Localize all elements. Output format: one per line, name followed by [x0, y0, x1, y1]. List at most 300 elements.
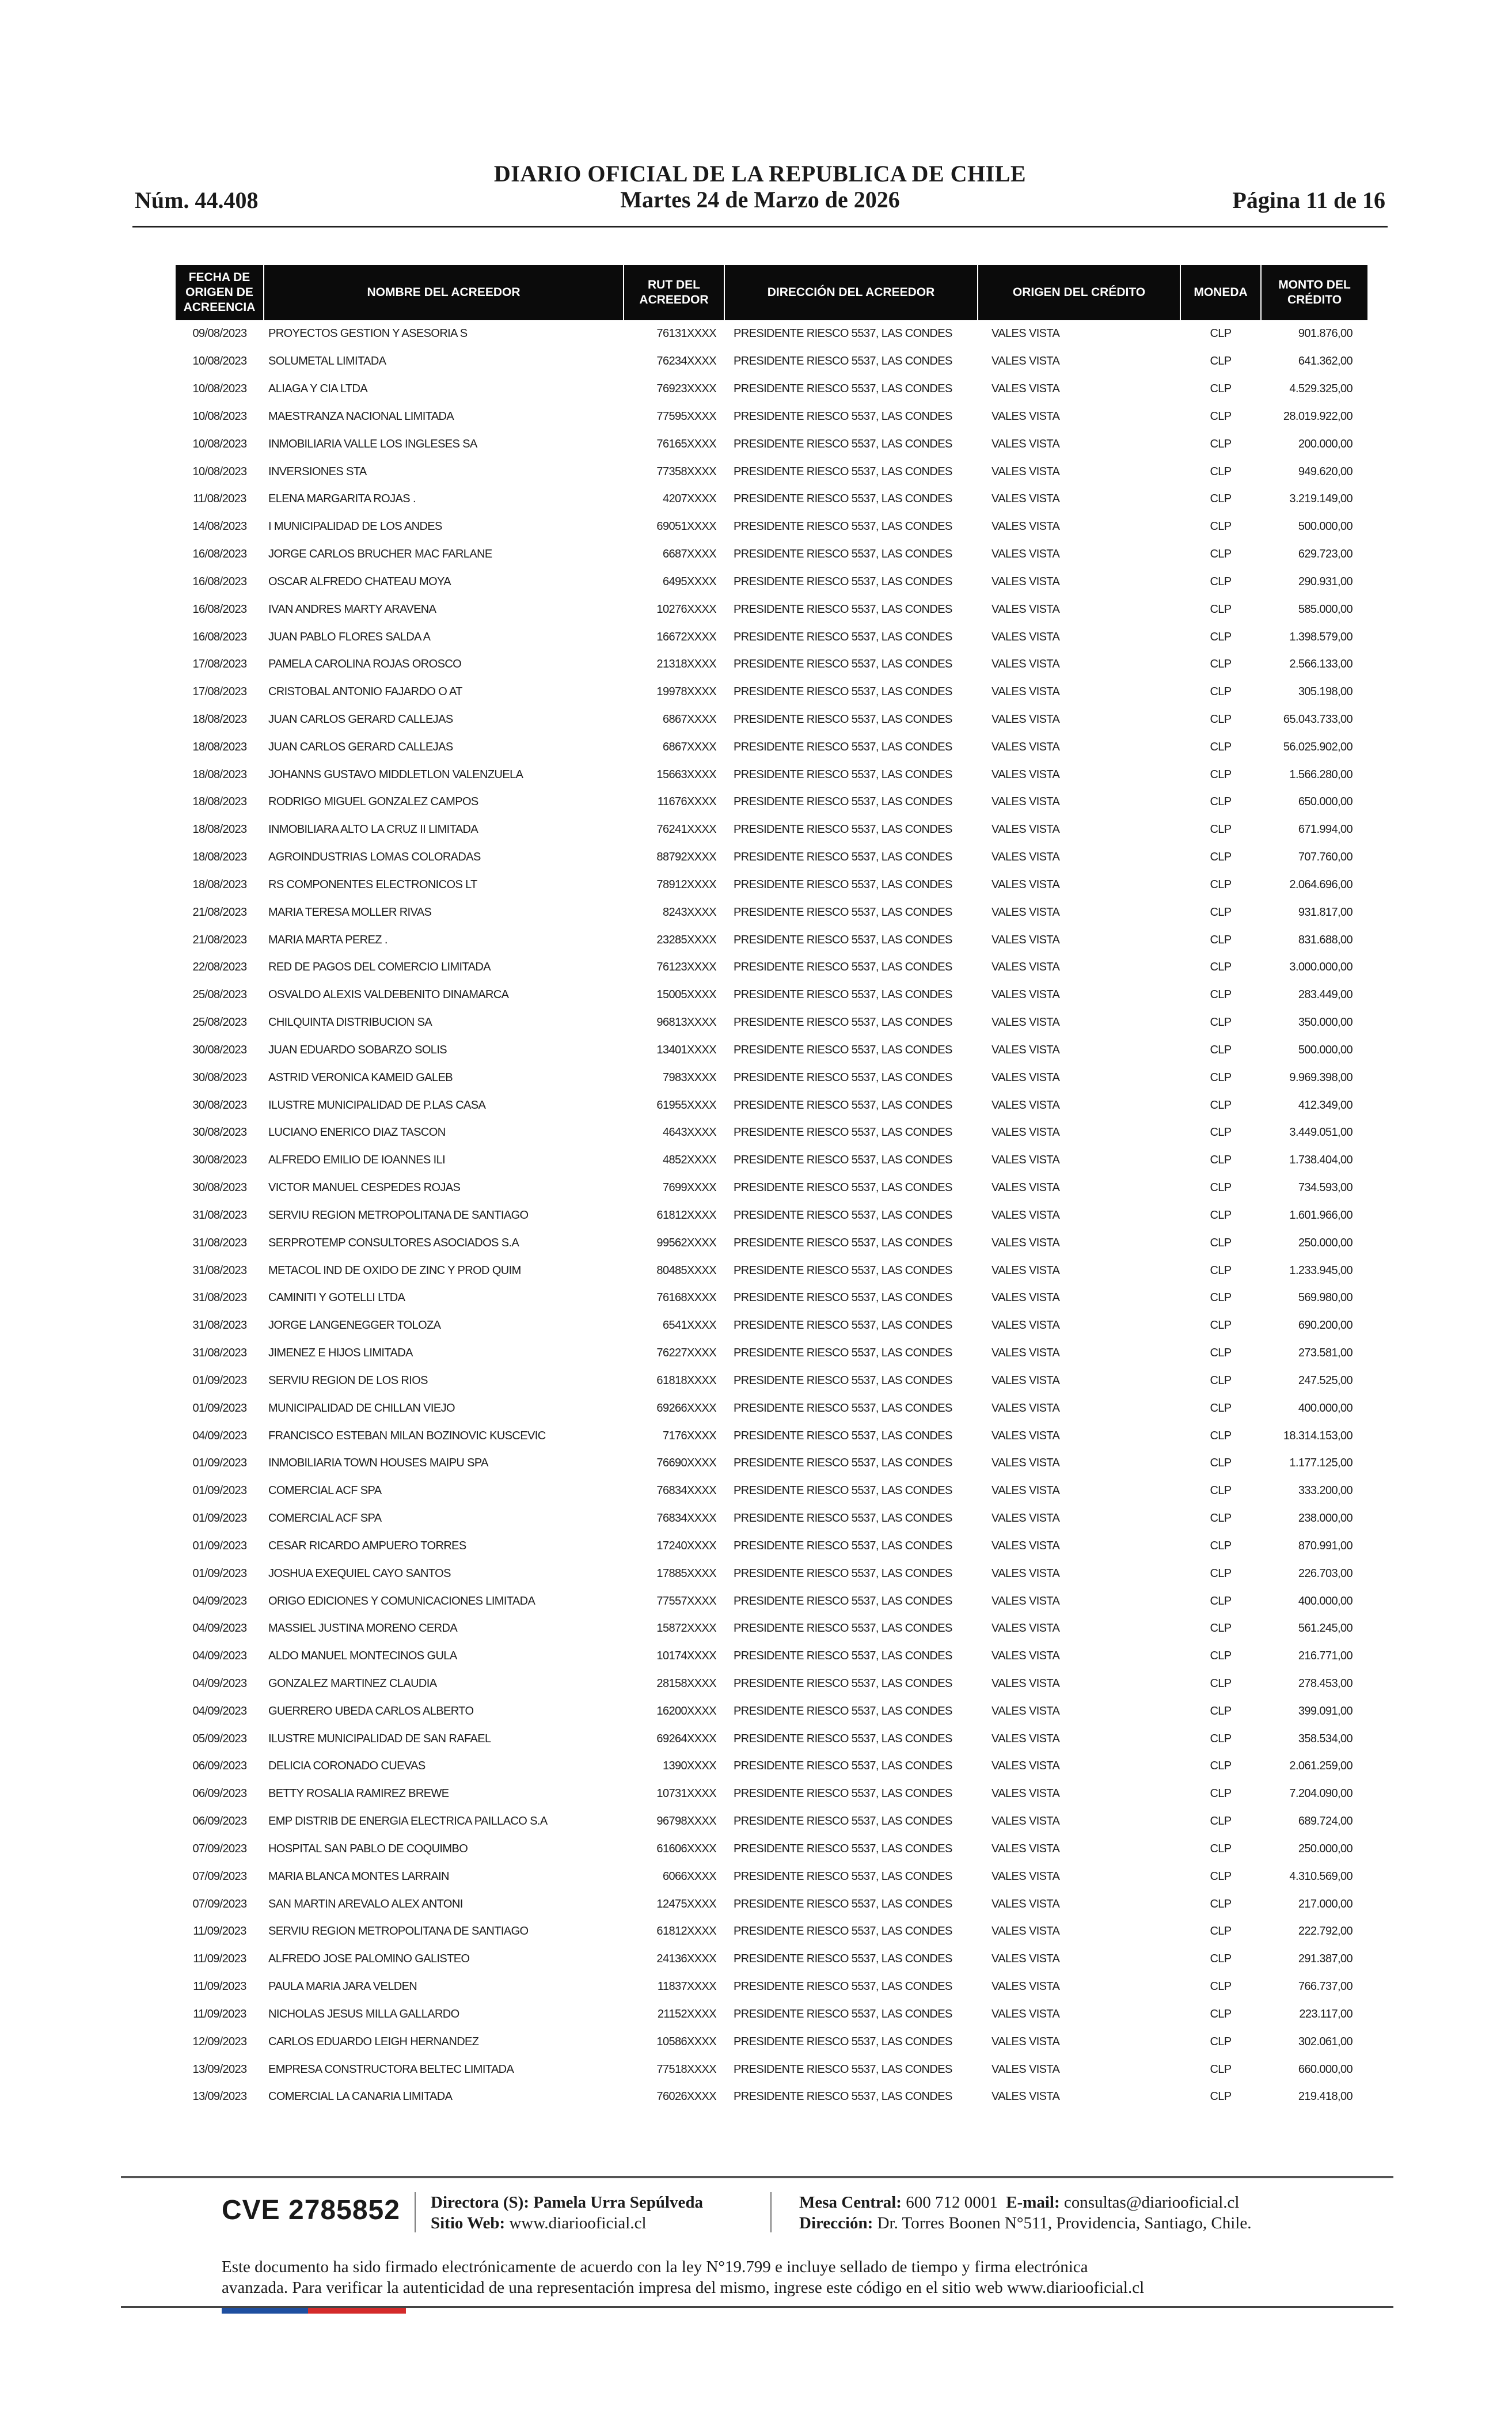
cell-date: 30/08/2023	[192, 1181, 247, 1195]
cell-currency: CLP	[1210, 410, 1232, 423]
cell-amount: 2.064.696,00	[1289, 878, 1353, 891]
cell-address: PRESIDENTE RIESCO 5537, LAS CONDES	[734, 1071, 952, 1084]
cell-amount: 629.723,00	[1298, 548, 1353, 561]
cell-rut: 76241XXXX	[656, 823, 716, 836]
cell-credit-origin: VALES VISTA	[991, 1622, 1060, 1635]
cell-amount: 238.000,00	[1298, 1512, 1353, 1525]
legal-line-1: Este documento ha sido firmado electrónicamente de acuerdo con la ley N°19.799 e incluye sellado de tiempo y firma electrónica	[222, 2258, 1088, 2276]
cell-amount: 412.349,00	[1298, 1098, 1353, 1112]
cell-credit-origin: VALES VISTA	[991, 768, 1060, 781]
cell-date: 30/08/2023	[192, 1071, 247, 1084]
cell-date: 04/09/2023	[192, 1677, 247, 1690]
cell-credit-origin: VALES VISTA	[991, 1374, 1060, 1387]
cell-date: 10/08/2023	[192, 437, 247, 450]
cell-currency: CLP	[1210, 988, 1232, 1002]
table-row	[176, 1587, 1367, 1615]
cell-rut: 19978XXXX	[656, 685, 716, 699]
cell-creditor-name: HOSPITAL SAN PABLO DE COQUIMBO	[268, 1842, 468, 1855]
phone-number: 600 712 0001	[906, 2193, 998, 2212]
cell-address: PRESIDENTE RIESCO 5537, LAS CONDES	[734, 437, 952, 450]
cell-amount: 250.000,00	[1298, 1842, 1353, 1855]
cell-date: 11/08/2023	[193, 492, 246, 506]
cell-creditor-name: JORGE CARLOS BRUCHER MAC FARLANE	[268, 548, 492, 561]
cell-credit-origin: VALES VISTA	[991, 1126, 1060, 1139]
cell-rut: 76026XXXX	[656, 2090, 716, 2103]
creditors-table	[176, 265, 1367, 2111]
cell-creditor-name: MASSIEL JUSTINA MORENO CERDA	[268, 1622, 458, 1635]
cell-address: PRESIDENTE RIESCO 5537, LAS CONDES	[734, 2062, 952, 2076]
cell-credit-origin: VALES VISTA	[991, 520, 1060, 533]
cell-rut: 16200XXXX	[656, 1704, 716, 1717]
cell-rut: 96798XXXX	[656, 1815, 716, 1828]
cell-currency: CLP	[1210, 520, 1232, 533]
cell-amount: 561.245,00	[1298, 1622, 1353, 1635]
cell-date: 31/08/2023	[192, 1347, 247, 1360]
cell-amount: 901.876,00	[1298, 327, 1353, 340]
cell-creditor-name: IVAN ANDRES MARTY ARAVENA	[268, 602, 436, 616]
cell-amount: 226.703,00	[1298, 1567, 1353, 1580]
cell-rut: 15005XXXX	[656, 988, 716, 1002]
table-row	[176, 1836, 1367, 1863]
cell-currency: CLP	[1210, 355, 1232, 368]
cell-currency: CLP	[1210, 1980, 1232, 1993]
cell-rut: 61955XXXX	[656, 1098, 716, 1112]
cell-rut: 76923XXXX	[656, 382, 716, 396]
cell-creditor-name: EMPRESA CONSTRUCTORA BELTEC LIMITADA	[268, 2062, 514, 2076]
cell-credit-origin: VALES VISTA	[991, 878, 1060, 891]
cell-credit-origin: VALES VISTA	[991, 1980, 1060, 1993]
cell-amount: 247.525,00	[1298, 1374, 1353, 1387]
cell-currency: CLP	[1210, 1208, 1232, 1222]
cell-credit-origin: VALES VISTA	[991, 2007, 1060, 2020]
cell-date: 05/09/2023	[192, 1732, 247, 1745]
cell-credit-origin: VALES VISTA	[991, 492, 1060, 506]
table-row	[176, 871, 1367, 899]
table-row	[176, 1202, 1367, 1230]
cell-date: 10/08/2023	[192, 410, 247, 423]
cell-credit-origin: VALES VISTA	[991, 1043, 1060, 1056]
cell-address: PRESIDENTE RIESCO 5537, LAS CONDES	[734, 1732, 952, 1745]
cell-date: 04/09/2023	[192, 1622, 247, 1635]
cell-amount: 56.025.902,00	[1283, 740, 1353, 753]
cell-address: PRESIDENTE RIESCO 5537, LAS CONDES	[734, 878, 952, 891]
cell-date: 04/09/2023	[192, 1429, 247, 1442]
cell-currency: CLP	[1210, 2035, 1232, 2048]
cell-address: PRESIDENTE RIESCO 5537, LAS CONDES	[734, 1319, 952, 1332]
cell-rut: 4852XXXX	[662, 1154, 716, 1167]
cell-address: PRESIDENTE RIESCO 5537, LAS CONDES	[734, 658, 952, 671]
cell-amount: 2.566.133,00	[1289, 658, 1353, 671]
col-header-amount: MONTO DEL CRÉDITO	[1261, 265, 1367, 320]
cell-address: PRESIDENTE RIESCO 5537, LAS CONDES	[734, 1760, 952, 1773]
cell-date: 09/08/2023	[192, 327, 247, 340]
cell-currency: CLP	[1210, 685, 1232, 699]
cell-amount: 671.994,00	[1298, 823, 1353, 836]
table-row	[176, 1257, 1367, 1284]
cell-date: 01/09/2023	[192, 1484, 247, 1497]
table-row	[176, 706, 1367, 734]
cell-creditor-name: AGROINDUSTRIAS LOMAS COLORADAS	[268, 851, 481, 864]
cell-creditor-name: MARIA BLANCA MONTES LARRAIN	[268, 1870, 449, 1883]
cell-address: PRESIDENTE RIESCO 5537, LAS CONDES	[734, 1512, 952, 1525]
cell-address: PRESIDENTE RIESCO 5537, LAS CONDES	[734, 1291, 952, 1305]
cell-address: PRESIDENTE RIESCO 5537, LAS CONDES	[734, 1208, 952, 1222]
cell-date: 12/09/2023	[192, 2035, 247, 2048]
cell-date: 30/08/2023	[192, 1098, 247, 1112]
table-row	[176, 651, 1367, 678]
cell-rut: 76834XXXX	[656, 1512, 716, 1525]
cell-address: PRESIDENTE RIESCO 5537, LAS CONDES	[734, 1897, 952, 1910]
cell-date: 30/08/2023	[192, 1154, 247, 1167]
cell-amount: 278.453,00	[1298, 1677, 1353, 1690]
cell-credit-origin: VALES VISTA	[991, 1650, 1060, 1663]
cell-address: PRESIDENTE RIESCO 5537, LAS CONDES	[734, 1236, 952, 1249]
cell-creditor-name: RS COMPONENTES ELECTRONICOS LT	[268, 878, 477, 891]
cell-amount: 219.418,00	[1298, 2090, 1353, 2103]
table-row	[176, 541, 1367, 568]
cell-currency: CLP	[1210, 1925, 1232, 1938]
cell-rut: 80485XXXX	[656, 1264, 716, 1277]
cell-rut: 4643XXXX	[662, 1126, 716, 1139]
cell-creditor-name: JORGE LANGENEGGER TOLOZA	[268, 1319, 441, 1332]
footer-separator	[415, 2192, 416, 2232]
cell-rut: 21152XXXX	[657, 2007, 716, 2020]
cell-rut: 77595XXXX	[656, 410, 716, 423]
cell-credit-origin: VALES VISTA	[991, 1567, 1060, 1580]
cell-credit-origin: VALES VISTA	[991, 1181, 1060, 1195]
cell-address: PRESIDENTE RIESCO 5537, LAS CONDES	[734, 602, 952, 616]
cell-currency: CLP	[1210, 1016, 1232, 1029]
cell-currency: CLP	[1210, 1043, 1232, 1056]
cell-address: PRESIDENTE RIESCO 5537, LAS CONDES	[734, 1650, 952, 1663]
cell-creditor-name: MARIA MARTA PEREZ .	[268, 933, 388, 946]
cell-rut: 6867XXXX	[662, 740, 716, 753]
cell-date: 13/09/2023	[192, 2062, 247, 2076]
cell-date: 16/08/2023	[192, 575, 247, 588]
cell-creditor-name: OSVALDO ALEXIS VALDEBENITO DINAMARCA	[268, 988, 509, 1002]
cell-address: PRESIDENTE RIESCO 5537, LAS CONDES	[734, 548, 952, 561]
cell-currency: CLP	[1210, 492, 1232, 506]
cell-date: 01/09/2023	[192, 1374, 247, 1387]
cell-address: PRESIDENTE RIESCO 5537, LAS CONDES	[734, 740, 952, 753]
cell-creditor-name: SERVIU REGION METROPOLITANA DE SANTIAGO	[268, 1208, 529, 1222]
cell-date: 01/09/2023	[192, 1457, 247, 1470]
table-row	[176, 1229, 1367, 1257]
table-row	[176, 1863, 1367, 1890]
cell-address: PRESIDENTE RIESCO 5537, LAS CONDES	[734, 1457, 952, 1470]
cell-amount: 1.738.404,00	[1289, 1154, 1353, 1167]
cell-rut: 77557XXXX	[656, 1594, 716, 1607]
cell-date: 25/08/2023	[192, 1016, 247, 1029]
cell-creditor-name: ILUSTRE MUNICIPALIDAD DE P.LAS CASA	[268, 1098, 486, 1112]
cell-address: PRESIDENTE RIESCO 5537, LAS CONDES	[734, 630, 952, 643]
paper-title: DIARIO OFICIAL DE LA REPUBLICA DE CHILE	[493, 161, 1027, 187]
cell-amount: 569.980,00	[1298, 1291, 1353, 1305]
cell-credit-origin: VALES VISTA	[991, 1870, 1060, 1883]
cell-amount: 1.233.945,00	[1289, 1264, 1353, 1277]
cell-amount: 707.760,00	[1298, 851, 1353, 864]
cell-currency: CLP	[1210, 1374, 1232, 1387]
table-row	[176, 568, 1367, 596]
cell-date: 25/08/2023	[192, 988, 247, 1002]
cell-amount: 1.566.280,00	[1289, 768, 1353, 781]
col-header-rut: RUT DEL ACREEDOR	[624, 265, 724, 320]
table-row	[176, 1918, 1367, 1946]
cell-creditor-name: SERVIU REGION DE LOS RIOS	[268, 1374, 428, 1387]
cell-credit-origin: VALES VISTA	[991, 851, 1060, 864]
cell-rut: 11837XXXX	[657, 1980, 716, 1993]
cell-currency: CLP	[1210, 1815, 1232, 1828]
email-link[interactable]: consultas@diariooficial.cl	[1063, 2193, 1240, 2212]
cell-credit-origin: VALES VISTA	[991, 933, 1060, 946]
cell-credit-origin: VALES VISTA	[991, 988, 1060, 1002]
cell-creditor-name: INMOBILIARA ALTO LA CRUZ II LIMITADA	[268, 823, 478, 836]
table-row	[176, 1174, 1367, 1202]
cell-creditor-name: ALIAGA Y CIA LTDA	[268, 382, 368, 396]
cell-address: PRESIDENTE RIESCO 5537, LAS CONDES	[734, 1567, 952, 1580]
issue-number: Núm. 44.408	[135, 187, 259, 213]
website-link[interactable]: www.diariooficial.cl	[509, 2214, 647, 2232]
cell-currency: CLP	[1210, 1842, 1232, 1855]
cell-currency: CLP	[1210, 1401, 1232, 1415]
cell-date: 21/08/2023	[192, 905, 247, 919]
cell-date: 17/08/2023	[192, 658, 247, 671]
cell-date: 31/08/2023	[192, 1291, 247, 1305]
cell-currency: CLP	[1210, 1264, 1232, 1277]
cell-credit-origin: VALES VISTA	[991, 1098, 1060, 1112]
cell-currency: CLP	[1210, 1484, 1232, 1497]
table-row	[176, 1973, 1367, 2001]
cell-rut: 6066XXXX	[662, 1870, 716, 1883]
cell-date: 18/08/2023	[192, 851, 247, 864]
cell-creditor-name: NICHOLAS JESUS MILLA GALLARDO	[268, 2007, 459, 2020]
cell-date: 18/08/2023	[192, 768, 247, 781]
cell-address: PRESIDENTE RIESCO 5537, LAS CONDES	[734, 1154, 952, 1167]
cell-address: PRESIDENTE RIESCO 5537, LAS CONDES	[734, 1374, 952, 1387]
cell-creditor-name: CRISTOBAL ANTONIO FAJARDO O AT	[268, 685, 462, 699]
cell-creditor-name: ILUSTRE MUNICIPALIDAD DE SAN RAFAEL	[268, 1732, 491, 1745]
cell-creditor-name: JUAN CARLOS GERARD CALLEJAS	[268, 740, 453, 753]
cell-amount: 766.737,00	[1298, 1980, 1353, 1993]
cell-credit-origin: VALES VISTA	[991, 1787, 1060, 1800]
cell-currency: CLP	[1210, 1154, 1232, 1167]
cell-amount: 333.200,00	[1298, 1484, 1353, 1497]
cell-rut: 6687XXXX	[662, 548, 716, 561]
cell-amount: 831.688,00	[1298, 933, 1353, 946]
table-body	[176, 320, 1367, 2111]
cell-credit-origin: VALES VISTA	[991, 1319, 1060, 1332]
cell-credit-origin: VALES VISTA	[991, 465, 1060, 478]
cell-rut: 77358XXXX	[656, 465, 716, 478]
cell-amount: 734.593,00	[1298, 1181, 1353, 1195]
cell-currency: CLP	[1210, 1457, 1232, 1470]
cell-credit-origin: VALES VISTA	[991, 2035, 1060, 2048]
cell-amount: 500.000,00	[1298, 1043, 1353, 1056]
table-row	[176, 2028, 1367, 2056]
address-label: Dirección:	[799, 2214, 873, 2232]
cell-credit-origin: VALES VISTA	[991, 1429, 1060, 1442]
cell-currency: CLP	[1210, 1787, 1232, 1800]
cell-amount: 3.000.000,00	[1289, 961, 1353, 974]
flag-stripe-red	[308, 2308, 406, 2314]
table-row	[176, 596, 1367, 623]
cell-date: 01/09/2023	[192, 1539, 247, 1552]
table-row	[176, 678, 1367, 706]
table-row	[176, 1450, 1367, 1477]
cell-creditor-name: ORIGO EDICIONES Y COMUNICACIONES LIMITADA	[268, 1594, 535, 1607]
cell-amount: 949.620,00	[1298, 465, 1353, 478]
cell-address: PRESIDENTE RIESCO 5537, LAS CONDES	[734, 1594, 952, 1607]
cell-address: PRESIDENTE RIESCO 5537, LAS CONDES	[734, 1704, 952, 1717]
col-header-date: FECHA DE ORIGEN DE ACREENCIA	[176, 265, 264, 320]
cell-rut: 8243XXXX	[662, 905, 716, 919]
cell-currency: CLP	[1210, 1760, 1232, 1773]
cell-credit-origin: VALES VISTA	[991, 905, 1060, 919]
cell-rut: 7699XXXX	[662, 1181, 716, 1195]
cell-credit-origin: VALES VISTA	[991, 795, 1060, 809]
cell-creditor-name: RODRIGO MIGUEL GONZALEZ CAMPOS	[268, 795, 478, 809]
cell-address: PRESIDENTE RIESCO 5537, LAS CONDES	[734, 327, 952, 340]
cell-creditor-name: CAMINITI Y GOTELLI LTDA	[268, 1291, 405, 1305]
cell-currency: CLP	[1210, 1539, 1232, 1552]
cell-credit-origin: VALES VISTA	[991, 1401, 1060, 1415]
cell-currency: CLP	[1210, 1952, 1232, 1966]
cell-creditor-name: ALFREDO EMILIO DE IOANNES ILI	[268, 1154, 446, 1167]
cell-address: PRESIDENTE RIESCO 5537, LAS CONDES	[734, 1098, 952, 1112]
cell-amount: 358.534,00	[1298, 1732, 1353, 1745]
cell-date: 31/08/2023	[192, 1319, 247, 1332]
cell-rut: 76690XXXX	[656, 1457, 716, 1470]
cell-amount: 222.792,00	[1298, 1925, 1353, 1938]
cell-amount: 660.000,00	[1298, 2062, 1353, 2076]
cell-rut: 69051XXXX	[656, 520, 716, 533]
table-row	[176, 2001, 1367, 2029]
cell-currency: CLP	[1210, 905, 1232, 919]
cell-creditor-name: INVERSIONES STA	[268, 465, 367, 478]
cell-date: 14/08/2023	[192, 520, 247, 533]
cell-address: PRESIDENTE RIESCO 5537, LAS CONDES	[734, 905, 952, 919]
cell-creditor-name: ASTRID VERONICA KAMEID GALEB	[268, 1071, 453, 1084]
cell-rut: 10731XXXX	[656, 1787, 716, 1800]
cell-credit-origin: VALES VISTA	[991, 1539, 1060, 1552]
cell-amount: 690.200,00	[1298, 1319, 1353, 1332]
cell-address: PRESIDENTE RIESCO 5537, LAS CONDES	[734, 713, 952, 726]
cell-date: 18/08/2023	[192, 713, 247, 726]
cell-creditor-name: COMERCIAL ACF SPA	[268, 1512, 382, 1525]
cell-address: PRESIDENTE RIESCO 5537, LAS CONDES	[734, 1016, 952, 1029]
contact-line	[799, 2192, 1251, 2213]
cell-credit-origin: VALES VISTA	[991, 2090, 1060, 2103]
cell-address: PRESIDENTE RIESCO 5537, LAS CONDES	[734, 575, 952, 588]
page-number: Página 11 de 16	[1232, 187, 1385, 213]
cell-creditor-name: CESAR RICARDO AMPUERO TORRES	[268, 1539, 466, 1552]
issue-date: Martes 24 de Marzo de 2026	[620, 187, 900, 213]
cell-date: 07/09/2023	[192, 1870, 247, 1883]
cell-address: PRESIDENTE RIESCO 5537, LAS CONDES	[734, 933, 952, 946]
cell-currency: CLP	[1210, 548, 1232, 561]
cell-rut: 61818XXXX	[656, 1374, 716, 1387]
page-header	[132, 156, 1388, 225]
cell-date: 16/08/2023	[192, 602, 247, 616]
cell-address: PRESIDENTE RIESCO 5537, LAS CONDES	[734, 520, 952, 533]
cell-rut: 78912XXXX	[656, 878, 716, 891]
cell-currency: CLP	[1210, 795, 1232, 809]
footer-separator	[770, 2192, 772, 2232]
cell-rut: 10276XXXX	[656, 602, 716, 616]
cell-amount: 4.310.569,00	[1289, 1870, 1353, 1883]
cell-amount: 273.581,00	[1298, 1347, 1353, 1360]
table-row	[176, 1946, 1367, 1973]
cell-amount: 3.449.051,00	[1289, 1126, 1353, 1139]
cell-date: 11/09/2023	[193, 2007, 246, 2020]
cell-creditor-name: JIMENEZ E HIJOS LIMITADA	[268, 1347, 413, 1360]
table-row	[176, 733, 1367, 761]
cell-currency: CLP	[1210, 1347, 1232, 1360]
cell-creditor-name: SAN MARTIN AREVALO ALEX ANTONI	[268, 1897, 463, 1910]
cell-amount: 350.000,00	[1298, 1016, 1353, 1029]
cell-date: 01/09/2023	[192, 1401, 247, 1415]
cell-credit-origin: VALES VISTA	[991, 1264, 1060, 1277]
cell-date: 11/09/2023	[193, 1980, 246, 1993]
table-row	[176, 1064, 1367, 1091]
cell-credit-origin: VALES VISTA	[991, 1154, 1060, 1167]
cell-rut: 16672XXXX	[656, 630, 716, 643]
cell-rut: 12475XXXX	[656, 1897, 716, 1910]
website-label: Sitio Web:	[431, 2214, 506, 2232]
cell-date: 31/08/2023	[192, 1236, 247, 1249]
cell-credit-origin: VALES VISTA	[991, 1677, 1060, 1690]
cell-amount: 931.817,00	[1298, 905, 1353, 919]
website-line	[431, 2213, 703, 2234]
cell-currency: CLP	[1210, 1704, 1232, 1717]
cell-credit-origin: VALES VISTA	[991, 1016, 1060, 1029]
cell-credit-origin: VALES VISTA	[991, 1236, 1060, 1249]
table-row	[176, 348, 1367, 376]
cell-address: PRESIDENTE RIESCO 5537, LAS CONDES	[734, 795, 952, 809]
legal-notice	[222, 2257, 1316, 2298]
cell-currency: CLP	[1210, 1897, 1232, 1910]
cell-date: 31/08/2023	[192, 1264, 247, 1277]
email-label: E-mail:	[1006, 2193, 1060, 2212]
cell-address: PRESIDENTE RIESCO 5537, LAS CONDES	[734, 382, 952, 396]
cell-rut: 7983XXXX	[662, 1071, 716, 1084]
cell-currency: CLP	[1210, 713, 1232, 726]
cell-address: PRESIDENTE RIESCO 5537, LAS CONDES	[734, 768, 952, 781]
cell-credit-origin: VALES VISTA	[991, 1760, 1060, 1773]
cell-creditor-name: LUCIANO ENERICO DIAZ TASCON	[268, 1126, 446, 1139]
cell-currency: CLP	[1210, 382, 1232, 396]
footer-director-block	[431, 2192, 703, 2234]
cell-credit-origin: VALES VISTA	[991, 1704, 1060, 1717]
cell-amount: 250.000,00	[1298, 1236, 1353, 1249]
cell-rut: 21318XXXX	[656, 658, 716, 671]
cell-amount: 500.000,00	[1298, 520, 1353, 533]
cell-date: 13/09/2023	[192, 2090, 247, 2103]
cell-address: PRESIDENTE RIESCO 5537, LAS CONDES	[734, 1429, 952, 1442]
cell-address: PRESIDENTE RIESCO 5537, LAS CONDES	[734, 1484, 952, 1497]
cell-amount: 2.061.259,00	[1289, 1760, 1353, 1773]
cell-currency: CLP	[1210, 1098, 1232, 1112]
cell-amount: 641.362,00	[1298, 355, 1353, 368]
cell-rut: 15663XXXX	[656, 768, 716, 781]
cell-date: 06/09/2023	[192, 1760, 247, 1773]
table-row	[176, 1670, 1367, 1698]
cell-credit-origin: VALES VISTA	[991, 1842, 1060, 1855]
col-header-address: DIRECCIÓN DEL ACREEDOR	[724, 265, 978, 320]
cell-address: PRESIDENTE RIESCO 5537, LAS CONDES	[734, 1347, 952, 1360]
table-header-row	[176, 265, 1367, 320]
cell-rut: 24136XXXX	[656, 1952, 716, 1966]
